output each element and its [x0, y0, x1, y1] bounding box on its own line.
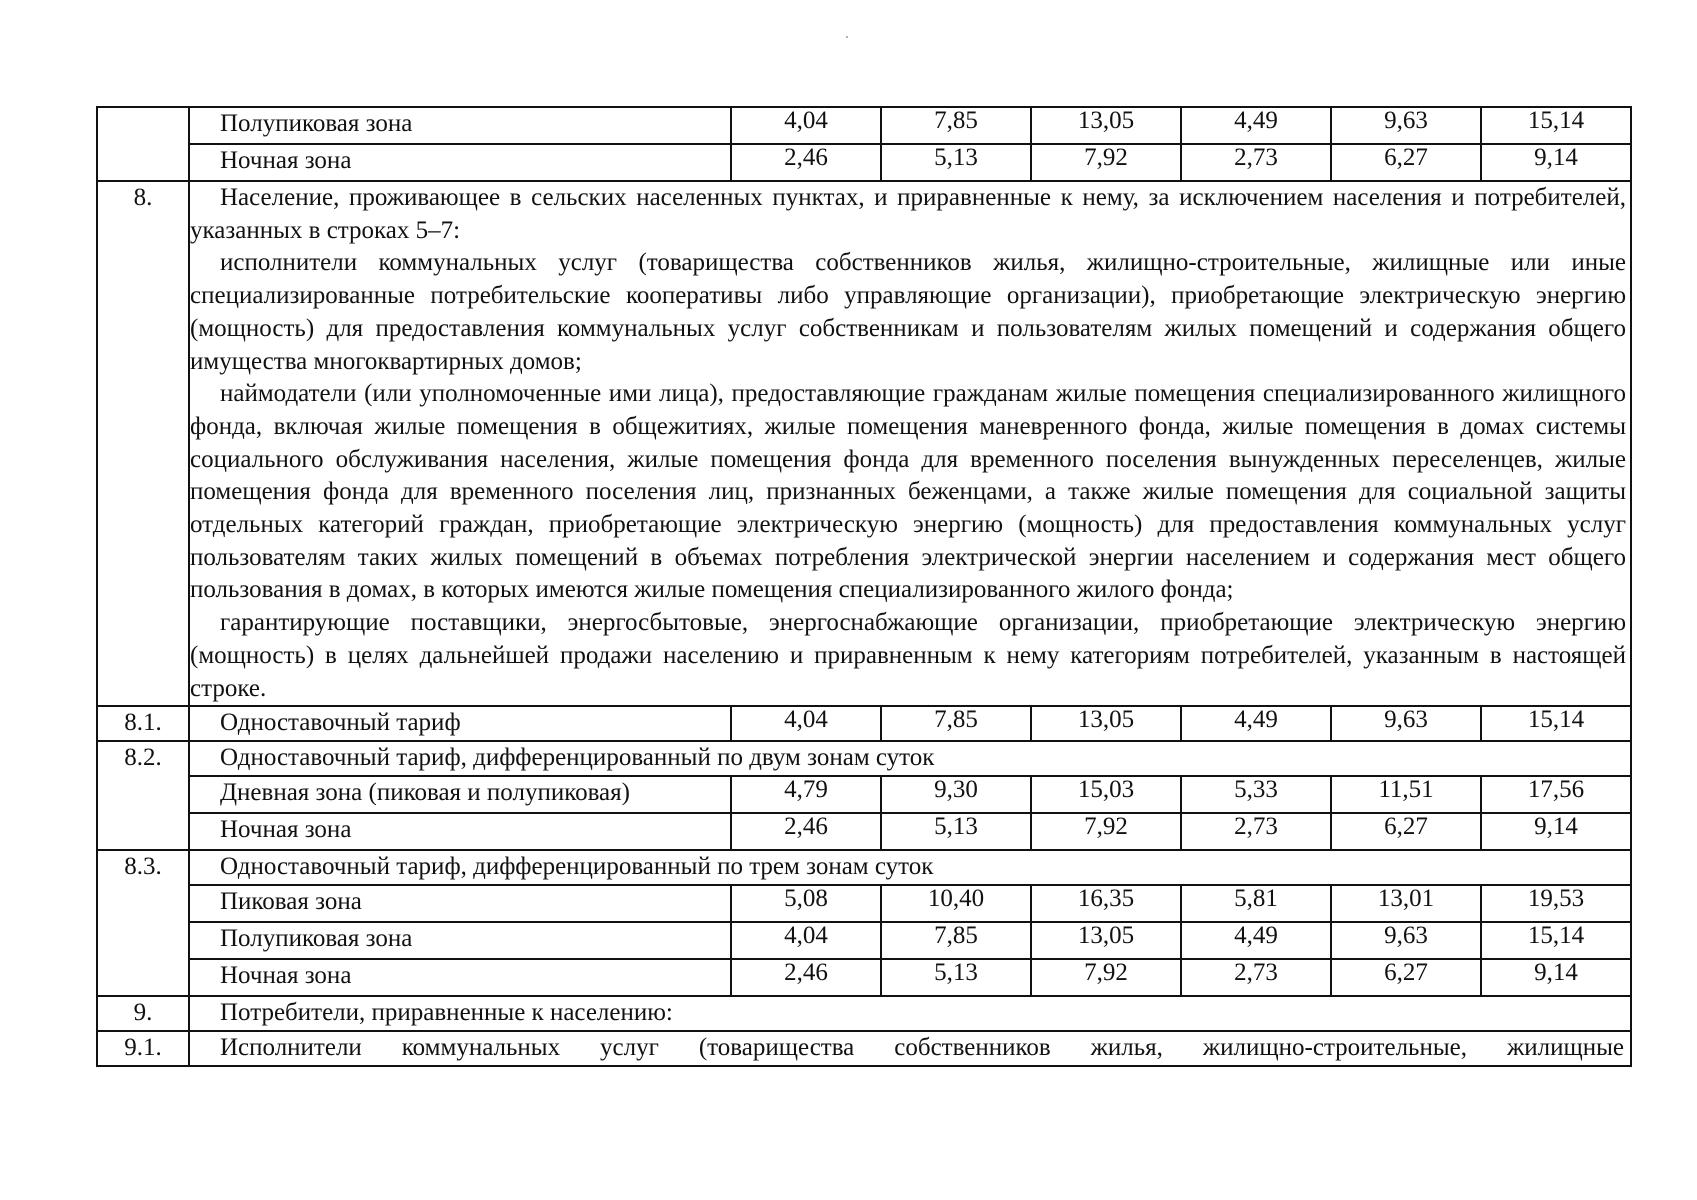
value-cell: 5,13	[881, 144, 1031, 181]
category-title-cell: Потребители, приравненные к населению:	[189, 996, 1631, 1031]
value-cell: 15,14	[1481, 706, 1631, 741]
row-number-cell: 9.1.	[97, 1031, 189, 1066]
table-row-8-1	[97, 706, 1631, 741]
value-cell: 19,53	[1481, 885, 1631, 922]
value-cell: 7,85	[881, 107, 1031, 144]
row-number-cell	[97, 107, 189, 181]
value-cell: 2,46	[731, 813, 881, 850]
value-cell: 6,27	[1331, 813, 1481, 850]
table-row	[97, 144, 1631, 181]
value-cell: 15,14	[1481, 107, 1631, 144]
tariff-table	[96, 106, 1632, 1067]
value-cell: 9,14	[1481, 959, 1631, 996]
value-cell: 4,79	[731, 776, 881, 813]
tariff-title-cell: Одноставочный тариф, дифференцированный по трем зонам суток	[189, 850, 1631, 885]
table-row	[97, 885, 1631, 922]
section-8-paragraph: наймодатели (или уполномоченные ими лица), предоставляющие гражданам жилые помещения специализированного жилищного фонда, включая жилые помещения в общежитиях, жилые помещения маневренного фонда, жилые помещения в домах системы социального обслуживания населения, жилые помещения фонда для временного поселения вынужденных переселенцев, жилые помещения фонда для временного поселения лиц, признанных беженцами, а также жилые помещения для социальной защиты отдельных категорий граждан, приобретающие электрическую энергию (мощность) для предоставления коммунальных услуг пользователям таких жилых помещений в объемах потребления электрической энергии населением и содержания мест общего пользования в домах, в которых имеются жилые помещения специализированного жилого фонда;	[190, 380, 1626, 604]
section-8-paragraph: гарантирующие поставщики, энергосбытовые, энергоснабжающие организации, приобретающие электрическую энергию (мощность) в целях дальнейшей продажи населению и приравненным к нему категориям потребителей, указанным в настоящей строке.	[190, 609, 1626, 702]
tariff-name-cell: Одноставочный тариф	[189, 706, 731, 741]
table-row	[97, 813, 1631, 850]
value-cell: 6,27	[1331, 959, 1481, 996]
value-cell: 9,63	[1331, 706, 1481, 741]
value-cell: 4,49	[1181, 107, 1331, 144]
value-cell: 13,05	[1031, 107, 1181, 144]
value-cell: 4,49	[1181, 922, 1331, 959]
zone-name-cell: Ночная зона	[189, 813, 731, 850]
value-cell: 5,33	[1181, 776, 1331, 813]
row-number-cell: 8.2.	[97, 741, 189, 850]
table-row-9	[97, 996, 1631, 1031]
table-row	[97, 776, 1631, 813]
value-cell: 9,14	[1481, 813, 1631, 850]
table-row	[97, 922, 1631, 959]
value-cell: 9,30	[881, 776, 1031, 813]
table-row-9-1	[97, 1031, 1631, 1066]
category-text-cell: Исполнители коммунальных услуг (товарищества собственников жилья, жилищно-строительные, жилищные	[189, 1031, 1631, 1066]
value-cell: 2,46	[731, 959, 881, 996]
row-number-cell: 8.	[97, 181, 189, 706]
value-cell: 7,92	[1031, 144, 1181, 181]
zone-name-cell: Полупиковая зона	[189, 107, 731, 144]
value-cell: 7,85	[881, 922, 1031, 959]
table-row-8-3	[97, 850, 1631, 885]
value-cell: 4,04	[731, 107, 881, 144]
row-number-cell: 8.1.	[97, 706, 189, 741]
value-cell: 9,63	[1331, 922, 1481, 959]
value-cell: 5,08	[731, 885, 881, 922]
value-cell: 7,92	[1031, 959, 1181, 996]
zone-name-cell: Ночная зона	[189, 959, 731, 996]
value-cell: 7,92	[1031, 813, 1181, 850]
table-row	[97, 959, 1631, 996]
value-cell: 2,73	[1181, 144, 1331, 181]
zone-name-cell: Полупиковая зона	[189, 922, 731, 959]
value-cell: 4,49	[1181, 706, 1331, 741]
zone-name-cell: Дневная зона (пиковая и полупиковая)	[189, 776, 731, 813]
table-row	[97, 107, 1631, 144]
value-cell: 11,51	[1331, 776, 1481, 813]
value-cell: 9,14	[1481, 144, 1631, 181]
section-8-description	[189, 181, 1631, 706]
value-cell: 7,85	[881, 706, 1031, 741]
tariff-title-cell: Одноставочный тариф, дифференцированный по двум зонам суток	[189, 741, 1631, 776]
value-cell: 10,40	[881, 885, 1031, 922]
zone-name-cell: Пиковая зона	[189, 885, 731, 922]
value-cell: 9,63	[1331, 107, 1481, 144]
scan-speck	[846, 36, 848, 38]
value-cell: 2,73	[1181, 959, 1331, 996]
value-cell: 2,73	[1181, 813, 1331, 850]
value-cell: 5,13	[881, 813, 1031, 850]
value-cell: 2,46	[731, 144, 881, 181]
value-cell: 5,81	[1181, 885, 1331, 922]
table-row-section-8	[97, 181, 1631, 706]
table-row-8-2	[97, 741, 1631, 776]
value-cell: 17,56	[1481, 776, 1631, 813]
section-8-paragraph: Население, проживающее в сельских населенных пунктах, и приравненные к нему, за исключением населения и потребителей, указанных в строках 5–7:	[190, 184, 1626, 244]
value-cell: 4,04	[731, 706, 881, 741]
value-cell: 15,14	[1481, 922, 1631, 959]
value-cell: 13,01	[1331, 885, 1481, 922]
value-cell: 16,35	[1031, 885, 1181, 922]
row-number-cell: 9.	[97, 996, 189, 1031]
row-number-cell: 8.3.	[97, 850, 189, 996]
value-cell: 15,03	[1031, 776, 1181, 813]
value-cell: 13,05	[1031, 922, 1181, 959]
value-cell: 4,04	[731, 922, 881, 959]
value-cell: 5,13	[881, 959, 1031, 996]
value-cell: 6,27	[1331, 144, 1481, 181]
section-8-paragraph: исполнители коммунальных услуг (товарищества собственников жилья, жилищно-строительные, жилищные или иные специализированные потребительские кооперативы либо управляющие организации), приобретающие электрическую энергию (мощность) для предоставления коммунальных услуг собственникам и пользователям жилых помещений и содержания общего имущества многоквартирных домов;	[190, 249, 1626, 375]
value-cell: 13,05	[1031, 706, 1181, 741]
zone-name-cell: Ночная зона	[189, 144, 731, 181]
